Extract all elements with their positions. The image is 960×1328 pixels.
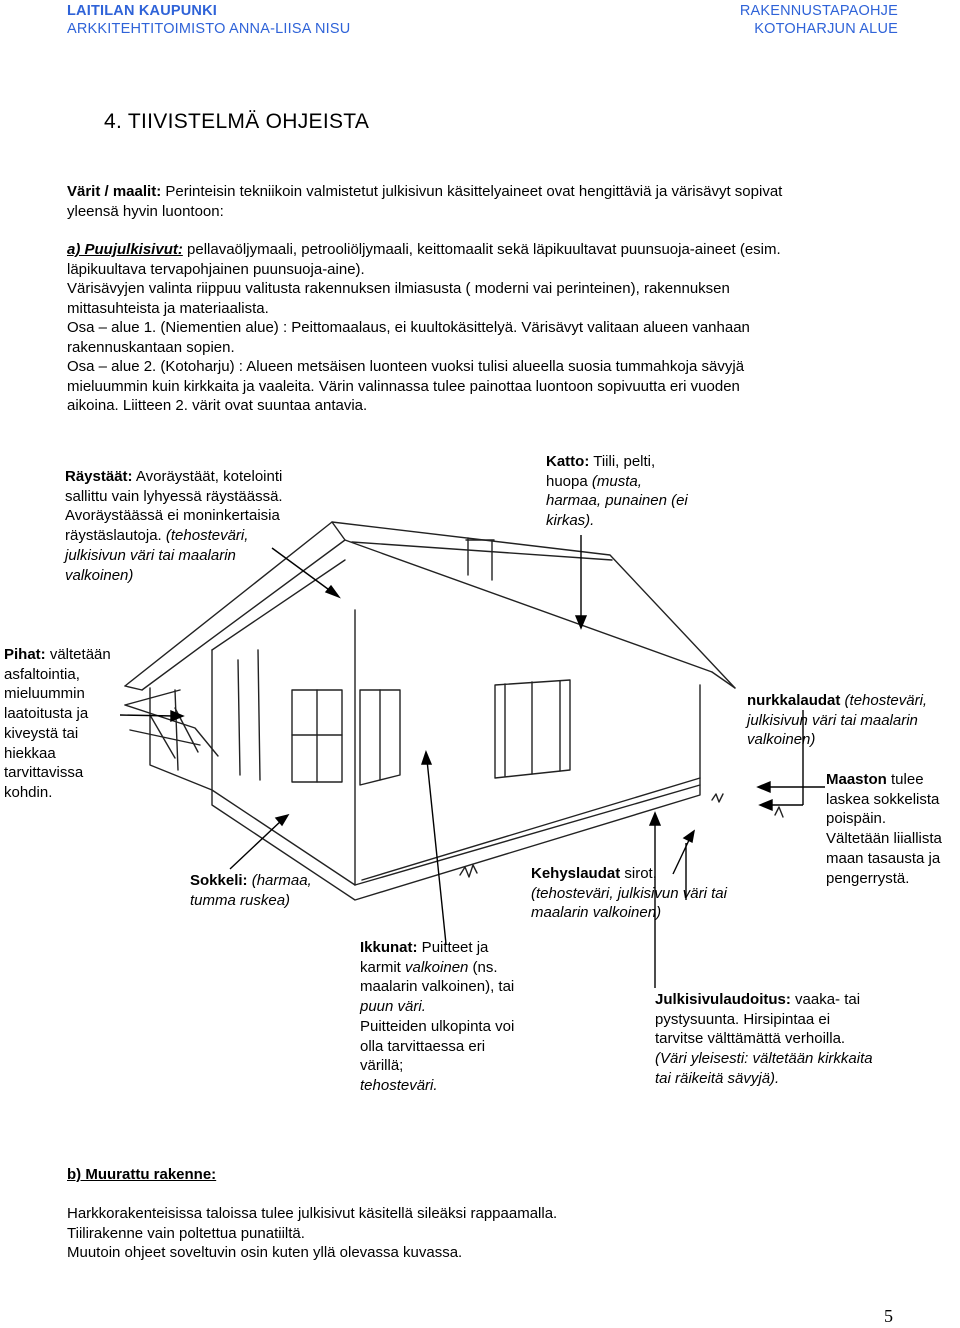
wood-facades-paragraph: a) Puujulkisivut: pellavaöljymaali, petrooliöljymaali, keittomaalit sekä läpikuultavat puunsuoja-aineet (esim. läpikuultava tervapohjainen puunsuoja-aine). Värisävyjen valinta riippuu valitusta rakennuksen ilmiasusta ( moderni vai perinteinen), rakennuksen mittasuhteista ja materiaalista. Osa – alue 1. (Niementien alue) : Peittomaalaus, ei kuultokäsittelyä. Värisävyt valitaan alueen vanhaan rakennuskantaan sopien. Osa – alue 2. (Kotoharju) : Alueen metsäisen luonteen vuoksi tulisi alueella suosia tummahkoja sävyjä mieluummin kuin kirkkaita ja vaaleita. Värin valinnassa tulee painottaa luontoon sopivuutta eri vuoden aikoina. Liitteen 2. värit ovat suuntaa antavia. <box>67 241 781 414</box>
annotation-ground: Maaston tulee laskea sokkelista poispäin. Vältetään liiallista maan tasausta ja pengerrystä. <box>826 771 942 887</box>
annotation-cladding: Julkisivulaudoitus: vaaka- tai pystysuunta. Hirsipintaa ei tarvitse välttämättä verhoilla. (Väri yleisesti: vältetään kirkkaita tai räikeitä sävyjä). <box>655 991 873 1087</box>
page-number: 5 <box>884 1306 893 1326</box>
annotation-windows: Ikkunat: Puitteet ja karmit valkoinen (ns. maalarin valkoinen), tai puun väri. Puitteiden ulkopinta voi olla tarvittaessa eri värillä; tehosteväri. <box>360 939 515 1094</box>
header-doc-title: RAKENNUSTAPAOHJE <box>739 3 898 19</box>
annotation-eaves: Räystäät: Avoräystäät, kotelointi sallittu vain lyhyessä räystäässä. Avoräystäässä ei moninkertaisia räystäslautoja. (tehosteväri, julkisivun väri tai maalarin valkoinen) <box>65 468 283 584</box>
section-title: 4. TIIVISTELMÄ OHJEISTA <box>104 110 370 133</box>
header-office: ARKKITEHTITOIMISTO ANNA-LIISA NISU <box>67 21 351 37</box>
header-area: KOTOHARJUN ALUE <box>754 21 898 37</box>
annotation-frame-boards: Kehyslaudat sirot, (tehosteväri, julkisivun väri tai maalarin valkoinen) <box>531 865 727 922</box>
masonry-heading: b) Muurattu rakenne: <box>67 1166 217 1183</box>
annotation-yard: Pihat: vältetään asfaltointia, mieluummin laatoitusta ja kiveystä tai hiekkaa tarvittavissa kohdin. <box>4 646 111 801</box>
header-city: LAITILAN KAUPUNKI <box>67 3 218 19</box>
annotation-corner-boards: nurkkalaudat (tehosteväri, julkisivun väri tai maalarin valkoinen) <box>747 692 928 749</box>
colors-intro: Värit / maalit: Perinteisin tekniikoin valmistetut julkisivun käsittelyaineet ovat hengittäviä ja värisävyt sopivat yleensä hyvin luontoon: <box>67 183 783 220</box>
annotation-plinth: Sokkeli: (harmaa, tumma ruskea) <box>190 872 312 909</box>
annotation-roof: Katto: Tiili, pelti, huopa (musta, harmaa, punainen (ei kirkas). <box>546 453 688 530</box>
masonry-paragraph: Harkkorakenteisissa taloissa tulee julkisivut käsitellä sileäksi rappaamalla. Tiilirakenne vain poltettua punatiiltä. Muutoin ohjeet soveltuvin osin kuten yllä olevassa kuvassa. <box>67 1205 558 1261</box>
